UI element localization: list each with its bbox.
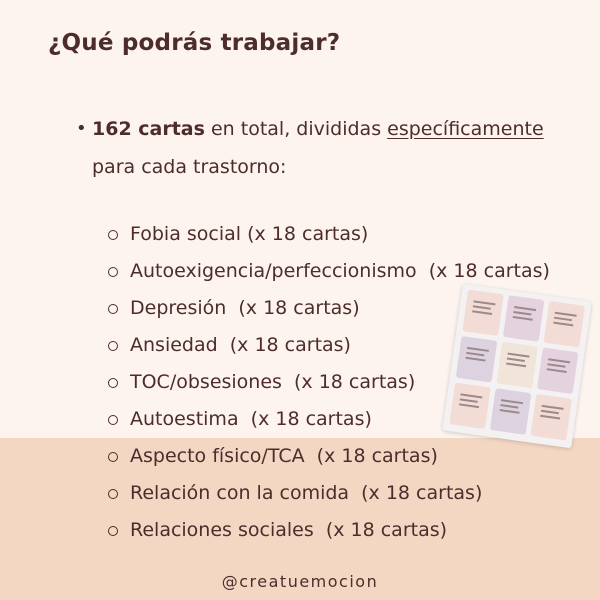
list-item: Ansiedad (x 18 cartas) (106, 327, 550, 364)
circle-bullet-icon (108, 526, 118, 536)
mini-card (449, 383, 490, 430)
mini-card (537, 347, 578, 394)
list-item: Relación con la comida (x 18 cartas) (106, 475, 550, 512)
circle-bullet-icon (108, 378, 118, 388)
intro-bullet (76, 110, 576, 186)
mini-card (462, 289, 503, 336)
intro-bold: 162 cartas (92, 118, 205, 140)
list-item: TOC/obsesiones (x 18 cartas) (106, 364, 550, 401)
list-item: Fobia social (x 18 cartas) (106, 216, 550, 253)
list-item: Autoestima (x 18 cartas) (106, 401, 550, 438)
bullet-dot-icon: • (76, 118, 87, 139)
circle-bullet-icon (108, 489, 118, 499)
mini-card (544, 301, 585, 348)
list-item: Depresión (x 18 cartas) (106, 290, 550, 327)
mini-card (496, 342, 537, 389)
mini-card (456, 336, 497, 383)
intro-underlined: específicamente (387, 118, 544, 140)
circle-bullet-icon (108, 415, 118, 425)
circle-bullet-icon (108, 341, 118, 351)
mini-card (490, 388, 531, 435)
circle-bullet-icon (108, 267, 118, 277)
circle-bullet-icon (108, 452, 118, 462)
intro-text-2: para cada trastorno: (92, 156, 287, 178)
page-title: ¿Qué podrás trabajar? (48, 30, 341, 56)
list-item: Relaciones sociales (x 18 cartas) (106, 512, 550, 549)
footer-handle: @creatuemocion (221, 572, 379, 591)
intro-text-1: en total, divididas (204, 118, 388, 140)
circle-bullet-icon (108, 304, 118, 314)
mini-card (503, 295, 544, 342)
list-item: Aspecto físico/TCA (x 18 cartas) (106, 438, 550, 475)
cards-photo-image (442, 284, 591, 449)
circle-bullet-icon (108, 230, 118, 240)
intro-text (92, 110, 576, 186)
mini-card (530, 394, 571, 441)
list-item: Autoexigencia/perfeccionismo (x 18 cartas) (106, 253, 550, 290)
